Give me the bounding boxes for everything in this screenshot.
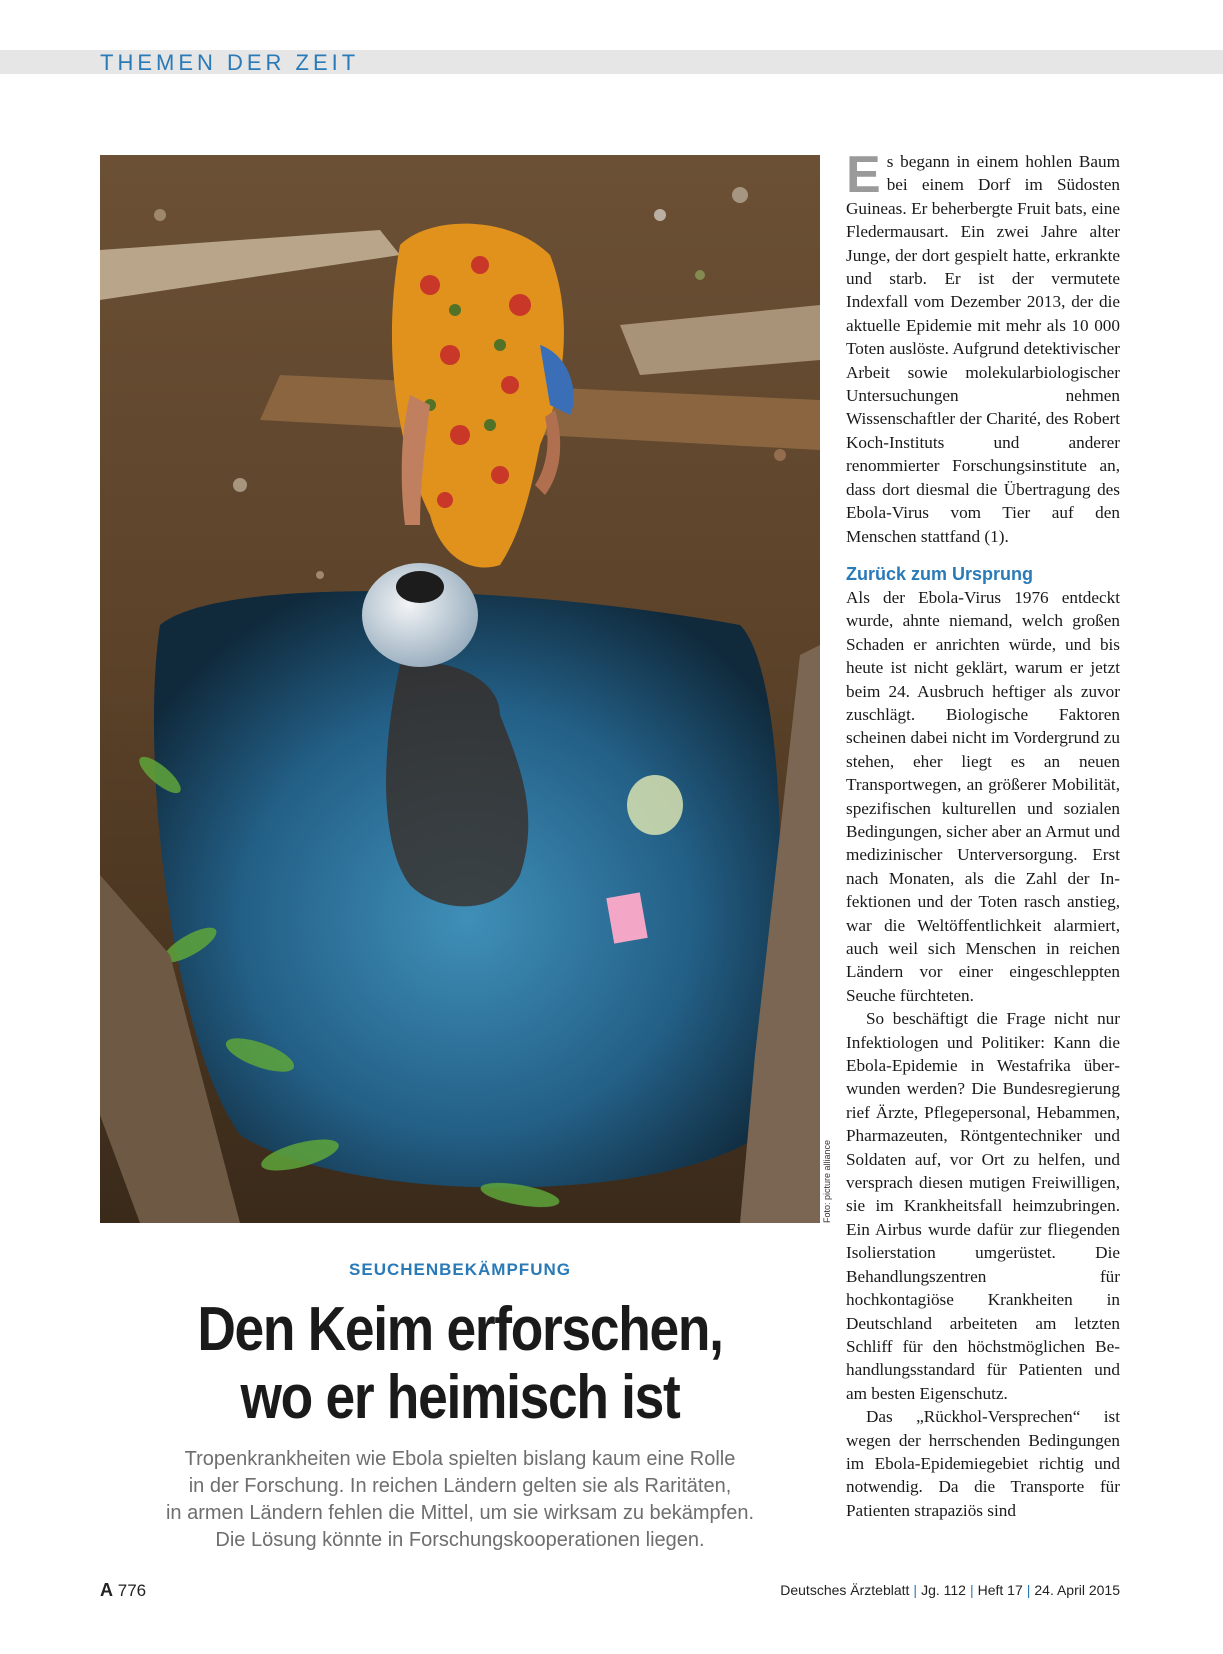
issue: Heft 17 bbox=[977, 1582, 1023, 1598]
paragraph-text: s begann in einem hohlen Baum bei einem Dorf im Südosten Guineas. Er beherbergte Fruit bats, eine Fledermausart. Ein zwei Jahre alter Junge, der dort gespielt hatte, erkrankte und starb. Er ist der vermutete Indexfall vom Dezember 2013, der die aktuelle Epidemie mit mehr als 10 000 Toten auslöste. Aufgrund detektivischer Arbeit sowie molekularbiologischer Untersuchungen nehmen Wissenschaftler der Charité, des Robert Koch-Instituts und anderer renommierter Forschungsinstitute an, dass dort diesmal die Übertragung des Ebola-Virus vom Tier auf den Menschen stattfand (1). bbox=[846, 152, 1120, 546]
page-number bbox=[100, 1580, 146, 1601]
teaser-line: Tropenkrankheiten wie Ebola spielten bislang kaum eine Rolle bbox=[184, 1448, 736, 1470]
volume: Jg. 112 bbox=[921, 1582, 966, 1598]
page-letter: A bbox=[100, 1580, 113, 1600]
teaser-line: Die Lösung könnte in Forschungskooperationen liegen. bbox=[215, 1529, 705, 1551]
paragraph bbox=[846, 146, 1120, 548]
separator: | bbox=[969, 1582, 974, 1598]
teaser bbox=[100, 1446, 820, 1554]
article-body bbox=[846, 146, 1120, 1522]
teaser-line: in armen Ländern fehlen die Mittel, um sie wirksam zu bekämpfen. bbox=[165, 1502, 755, 1524]
subheading: Zurück zum Ursprung bbox=[846, 563, 1034, 584]
paragraph: Das „Rückhol-Versprechen“ ist wegen der herrschenden Bedingungen im Ebola-Epidemiegebiet richtig und notwendig. Da die Transporte für Patienten strapaziös sind bbox=[846, 1407, 1120, 1520]
separator: | bbox=[913, 1582, 918, 1598]
drop-cap: E bbox=[846, 146, 881, 204]
kicker: SEUCHENBEKÄMPFUNG bbox=[349, 1260, 571, 1279]
footer-citation bbox=[780, 1582, 1120, 1598]
headline bbox=[150, 1296, 769, 1432]
paragraph: Als der Ebola-Virus 1976 entdeckt wurde, ahnte niemand, welch großen Schaden er anrichten würde, und bis heute ist nicht geklärt, warum er jetzt beim 24. Ausbruch heftiger als zuvor zuschlägt. Biologische Faktoren scheinen dabei nicht im Vordergrund zu stehen, eher liegt es an neuen Transportwegen, an größerer Mobilität, spezifischen kulturellen und sozialen Bedingungen, sicher aber an Armut und medizinischer Unterversorgung. Erst nach Monaten, als die Zahl der Infektionen und der Toten rasch anstieg, war die Weltöffentlichkeit alarmiert, auch weil sich Menschen in reichen Ländern vor einer eingeschleppten Seuche fürchteten. bbox=[846, 587, 1120, 1005]
separator: | bbox=[1026, 1582, 1031, 1598]
headline-line: wo er heimisch ist bbox=[240, 1363, 680, 1432]
photo-credit: Foto: picture alliance bbox=[822, 1139, 832, 1223]
headline-line: Den Keim erforschen, bbox=[197, 1295, 723, 1364]
paragraph: So beschäftigt die Frage nicht nur Infektiologen und Politiker: Kann die Ebola-Epidemie in Westafrika überwunden werden? Die Bundesregierung rief Ärzte, Pflegepersonal, Hebammen, Pharmazeuten, Röntgentechniker und Soldaten auf, vor Ort zu helfen, und versprach diesen mutigen Freiwilligen, sie im Krankheitsfall heimzubringen. Ein Airbus wurde dafür zur fliegenden Isolierstation umgerüstet. Die Behandlungszentren für hochkontagiöse Krankheiten in Deutschland arbeiteten am letzten Schliff für den höchstmöglichen Behandlungsstandard für Patienten und am besten Eigenschutz. bbox=[846, 1009, 1120, 1403]
date: 24. April 2015 bbox=[1034, 1582, 1120, 1598]
section-title: THEMEN DER ZEIT bbox=[100, 50, 360, 75]
teaser-line: in der Forschung. In reichen Ländern gelten sie als Raritäten, bbox=[188, 1475, 732, 1497]
article-photo bbox=[100, 155, 820, 1223]
page-number-value: 776 bbox=[117, 1581, 147, 1600]
journal-name: Deutsches Ärzteblatt bbox=[780, 1582, 910, 1598]
